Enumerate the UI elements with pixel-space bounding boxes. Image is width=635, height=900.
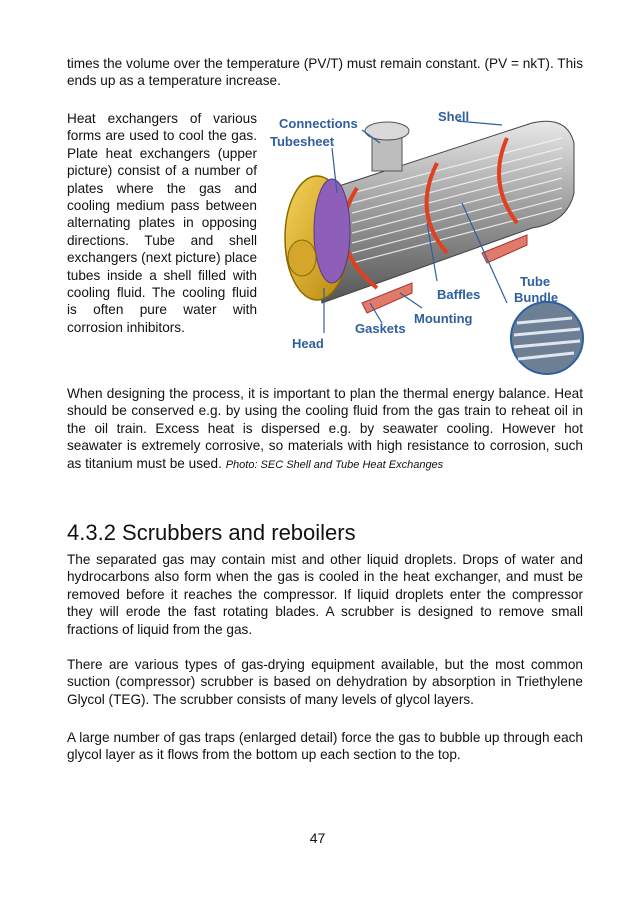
label-gaskets: Gaskets: [355, 321, 406, 336]
tube-bundle-detail: [511, 302, 583, 374]
mounting-foot-left: [362, 283, 412, 313]
label-mounting: Mounting: [414, 311, 473, 326]
label-tubesheet: Tubesheet: [270, 134, 335, 149]
photo-caption: Photo: SEC Shell and Tube Heat Exchanges: [225, 458, 444, 471]
page-number: 47: [309, 830, 326, 846]
heat-exchanger-paragraph: Heat exchangers of various forms are used to cool the gas. Plate heat exchangers (upper picture) consist of a number of plates where the gas and cooling medium pass between alternating plates in opposing directions. Tube and shell exchangers (next picture) place tubes inside a shell filled with cooling fluid. The cooling fluid is often pure water with corrosion inhibitors.: [67, 111, 257, 335]
label-head: Head: [292, 336, 324, 351]
label-connections: Connections: [279, 116, 358, 131]
shell-and-tube-heat-exchanger-figure: [262, 103, 584, 375]
design-paragraph: [67, 385, 583, 474]
label-baffles: Baffles: [437, 287, 481, 302]
scrubber-paragraph-1: The separated gas may contain mist and other liquid droplets. Drops of water and hydrocarbons also form when the gas is cooled in the heat exchanger, and must be removed before it reaches the compressor. If liquid droplets enter the compressor they will erode the fast rotating blades. A scrubber is designed to remove small fractions of liquid from the gas.: [67, 552, 583, 637]
label-tube: Tube: [520, 274, 551, 289]
design-text: When designing the process, it is important to plan the thermal energy balance. Heat should be conserved e.g. by using the cooling fluid from the gas train to reheat oil in the oil train. Excess heat is dispersed e.g. by seawater cooling. However hot seawater is extremely corrosive, so materials with high resistance to corrosion, such as titanium must be used.: [67, 386, 583, 471]
section-heading: 4.3.2 Scrubbers and reboilers: [67, 520, 356, 545]
intro-paragraph: times the volume over the temperature (PV/T) must remain constant. (PV = nkT). This ends up as a temperature increase.: [67, 56, 583, 89]
label-bundle: Bundle: [514, 290, 559, 305]
scrubber-paragraph-2: There are various types of gas-drying equipment available, but the most common suction (compressor) scrubber is based on dehydration by absorption in Triethylene Glycol (TEG). The scrubber consists of many levels of glycol layers.: [67, 657, 583, 707]
label-shell: Shell: [438, 109, 470, 124]
scrubber-paragraph-3: A large number of gas traps (enlarged detail) force the gas to bubble up through each glycol layer as it flows from the bottom up each section to the top.: [67, 730, 583, 763]
